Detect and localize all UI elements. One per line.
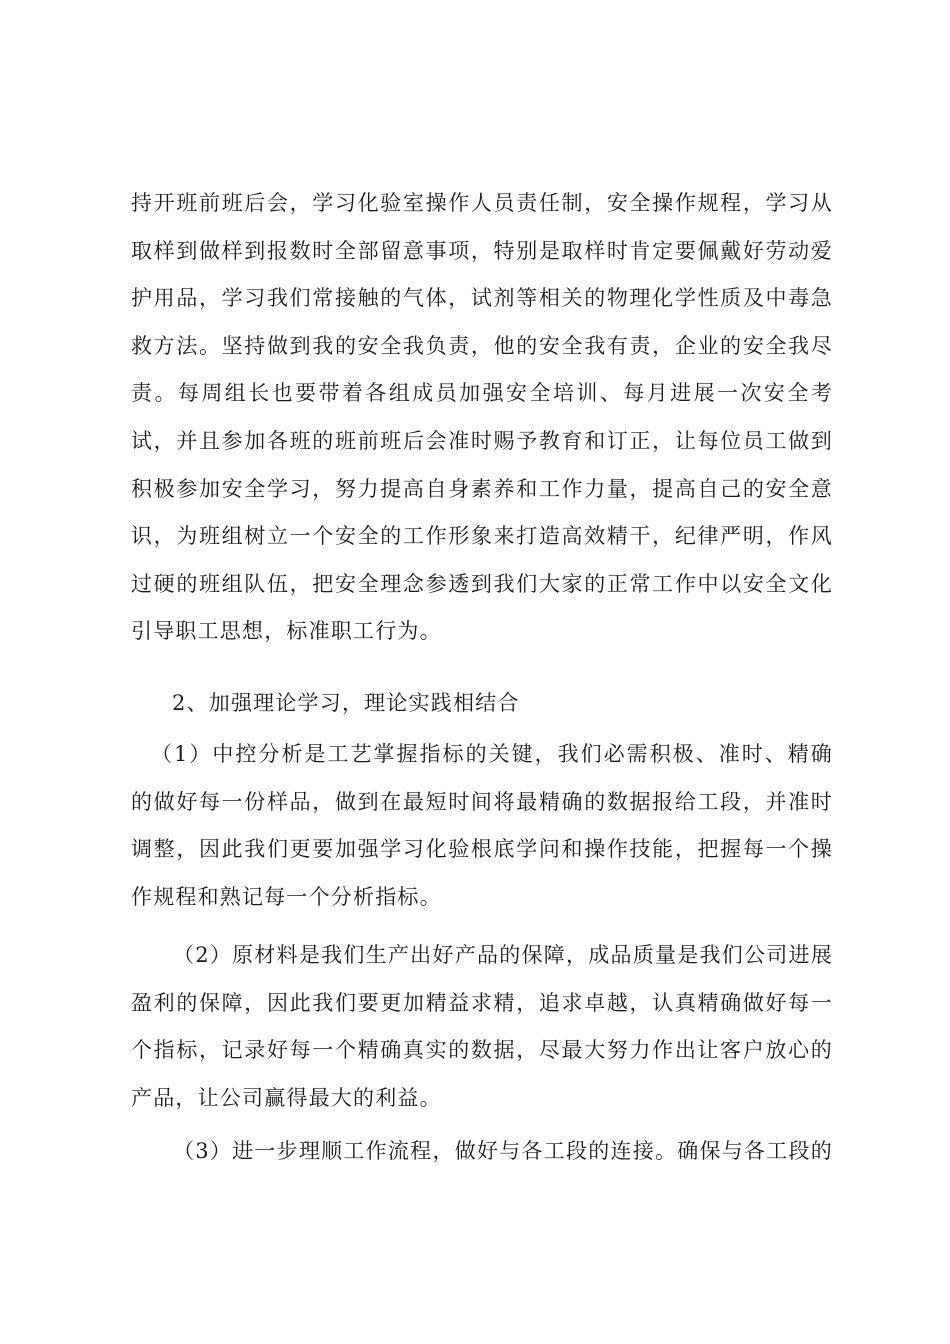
paragraph-item-3 xyxy=(131,1128,833,1176)
paragraph-line: 引导职工思想，标准职工行为。 xyxy=(131,619,442,644)
paragraph-line: 识，为班组树立一个安全的工作形象来打造高效精干，纪律严明，作风 xyxy=(131,524,833,549)
paragraph-line: （3）进一步理顺工作流程，做好与各工段的连接。确保与各工段的 xyxy=(173,1139,833,1163)
paragraph-line: 试，并且参加各班的班前班后会准时赐予教育和订正，让每位员工做到 xyxy=(131,428,833,453)
paragraph-line: （1）中控分析是工艺掌握指标的关键，我们必需积极、准时、精确 xyxy=(151,742,833,766)
paragraph-line: 护用品，学习我们常接触的气体，试剂等相关的物理化学性质及中毒急 xyxy=(131,286,833,311)
paragraph-line: 取样到做样到报数时全部留意事项，特别是取样时肯定要佩戴好劳动爱 xyxy=(131,238,833,263)
paragraph-line: 个指标，记录好每一个精确真实的数据，尽最大努力作出让客户放心的 xyxy=(131,1038,833,1063)
paragraph-line: 救方法。坚持做到我的安全我负责，他的安全我有责，企业的安全我尽 xyxy=(131,333,833,358)
paragraph-line: 的做好每一份样品，做到在最短时间将最精确的数据报给工段，并准时 xyxy=(131,789,833,814)
paragraph-line: 过硬的班组队伍，把安全理念参透到我们大家的正常工作中以安全文化 xyxy=(131,571,833,596)
paragraph-item-1 xyxy=(131,731,833,921)
paragraph-item-2 xyxy=(131,932,833,1122)
paragraph-line: 产品，让公司赢得最大的利益。 xyxy=(131,1085,442,1110)
paragraph-line: 作规程和熟记每一个分析指标。 xyxy=(131,884,442,909)
paragraph-1 xyxy=(131,180,833,656)
paragraph-line: 调整，因此我们更要加强学习化验根底学问和操作技能，把握每一个操 xyxy=(131,837,833,862)
section-heading xyxy=(172,680,833,728)
section-heading-text: 2、加强理论学习，理论实践相结合 xyxy=(172,691,520,715)
paragraph-line: 责。每周组长也要带着各组成员加强安全培训、每月进展一次安全考 xyxy=(131,381,833,406)
paragraph-line: 盈利的保障，因此我们要更加精益求精，追求卓越，认真精确做好每一 xyxy=(131,990,833,1015)
paragraph-line: 持开班前班后会，学习化验室操作人员责任制，安全操作规程，学习从 xyxy=(131,191,833,215)
paragraph-line: （2）原材料是我们生产出好产品的保障，成品质量是我们公司进展 xyxy=(173,943,833,967)
paragraph-line: 积极参加安全学习，努力提高自身素养和工作力量，提高自己的安全意 xyxy=(131,476,833,501)
